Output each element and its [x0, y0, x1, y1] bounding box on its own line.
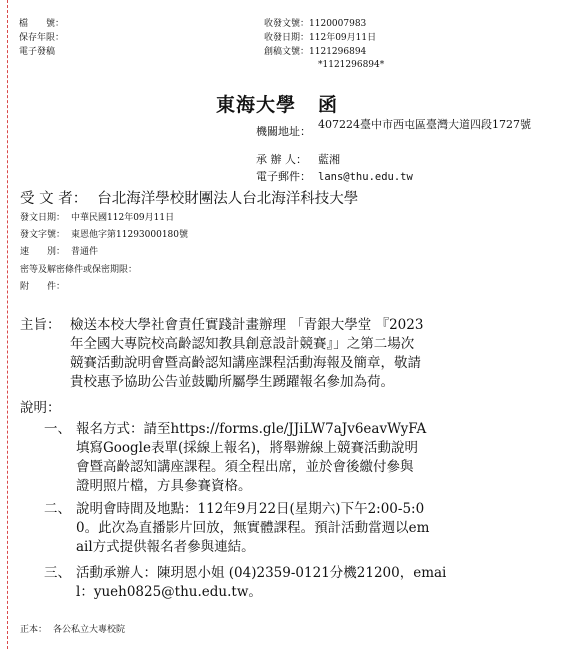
- speed-value: 普通件: [71, 247, 99, 257]
- issue-date-row: [20, 212, 174, 224]
- recipient-row: [20, 190, 358, 208]
- file-number-label: 檔 號：: [19, 19, 65, 29]
- subject-line: 競賽活動說明會暨高齡認知講座課程活動海報及簡章，敬請: [70, 355, 421, 371]
- origin-number-value: 1121296894: [309, 47, 367, 57]
- origin-barcode-text: *1121296894*: [318, 60, 385, 70]
- issue-number-value: 東恩他字第11293000180號: [71, 230, 189, 240]
- origin-number-row: [264, 46, 366, 58]
- item-line: 填寫Google表單(採線上報名)，將舉辦線上競賽活動說明: [76, 440, 419, 456]
- doc-type: 函: [318, 94, 339, 116]
- retention-label: 保存年限：: [19, 33, 65, 43]
- subject-line: 貴校惠予協助公告並鼓勵所屬學生踴躍報名參加為荷。: [70, 374, 394, 390]
- issue-date-label: 發文日期：: [20, 213, 66, 223]
- secrecy-label: 密等及解密條件或保密期限：: [20, 265, 138, 275]
- subject-label: 主旨：: [20, 317, 61, 333]
- issuing-org: 東海大學: [216, 94, 297, 116]
- speed-row: [20, 246, 98, 258]
- contact-email-value: lans@thu.edu.tw: [318, 171, 413, 183]
- recv-date-value: 112年09月11日: [309, 33, 377, 43]
- item-line: l：yueh0825@thu.edu.tw。: [76, 584, 262, 600]
- address-label: 機關地址：: [256, 125, 311, 138]
- original-copy-value: 各公私立大專校院: [53, 625, 126, 635]
- item-line: 說明會時間及地點：112年9月22日(星期六)下午2:00-5:0: [76, 501, 425, 517]
- recv-number-label: 收發文號：: [264, 19, 310, 29]
- recv-date-label: 收發日期：: [264, 33, 310, 43]
- original-copy-row: [20, 624, 125, 636]
- item-line: ail方式提供報名者參與連結。: [76, 539, 255, 555]
- issue-number-row: [20, 229, 188, 241]
- recipient-name: 台北海洋學校財團法人台北海洋科技大學: [97, 191, 359, 207]
- subject-line: 年全國大專院校高齡認知教具創意設計競賽』」之第二場次: [70, 336, 415, 352]
- handler-value: 藍湘: [318, 153, 340, 166]
- item-line: 0。此次為直播影片回放，無實體課程。預計活動當週以em: [76, 520, 430, 536]
- item-line: 活動承辦人：陳玥恩小姐 (04)2359-0121分機21200，emai: [76, 565, 447, 581]
- attachment-label: 附 件：: [20, 282, 66, 292]
- binding-margin-line: [7, 0, 8, 649]
- item-line: 證明照片檔，方具參賽資格。: [76, 478, 252, 494]
- issue-number-label: 發文字號：: [20, 230, 66, 240]
- issue-date-value: 中華民國112年09月11日: [71, 213, 175, 223]
- item-number: 三、: [44, 565, 71, 581]
- original-copy-label: 正本：: [20, 625, 48, 635]
- recipient-label: 受 文 者：: [20, 191, 88, 207]
- item-line: 報名方式：請至https://forms.gle/JJiLW7aJv6eavWyFA: [76, 421, 427, 437]
- email-label: 電子郵件：: [256, 170, 311, 183]
- subject-line: 檢送本校大學社會責任實踐計畫辦理 「青銀大學堂 『2023: [70, 317, 424, 333]
- recv-date-row: [264, 32, 376, 44]
- recv-number-value: 1120007983: [309, 19, 367, 29]
- item-number: 一、: [44, 421, 71, 437]
- document-title: [216, 94, 338, 116]
- explanation-label: 說明：: [20, 400, 61, 416]
- origin-number-label: 創稿文號：: [264, 47, 310, 57]
- speed-label: 速 別：: [20, 247, 66, 257]
- address-value: 407224臺中市西屯區臺灣大道四段1727號: [318, 118, 531, 131]
- item-line: 會暨高齡認知講座課程。須全程出席，並於會後繳付參與: [76, 459, 414, 475]
- item-number: 二、: [44, 501, 71, 517]
- handler-label: 承 辦 人：: [256, 153, 307, 166]
- recv-number-row: [264, 18, 366, 30]
- e-exchange-label: 電子發稿: [19, 47, 56, 57]
